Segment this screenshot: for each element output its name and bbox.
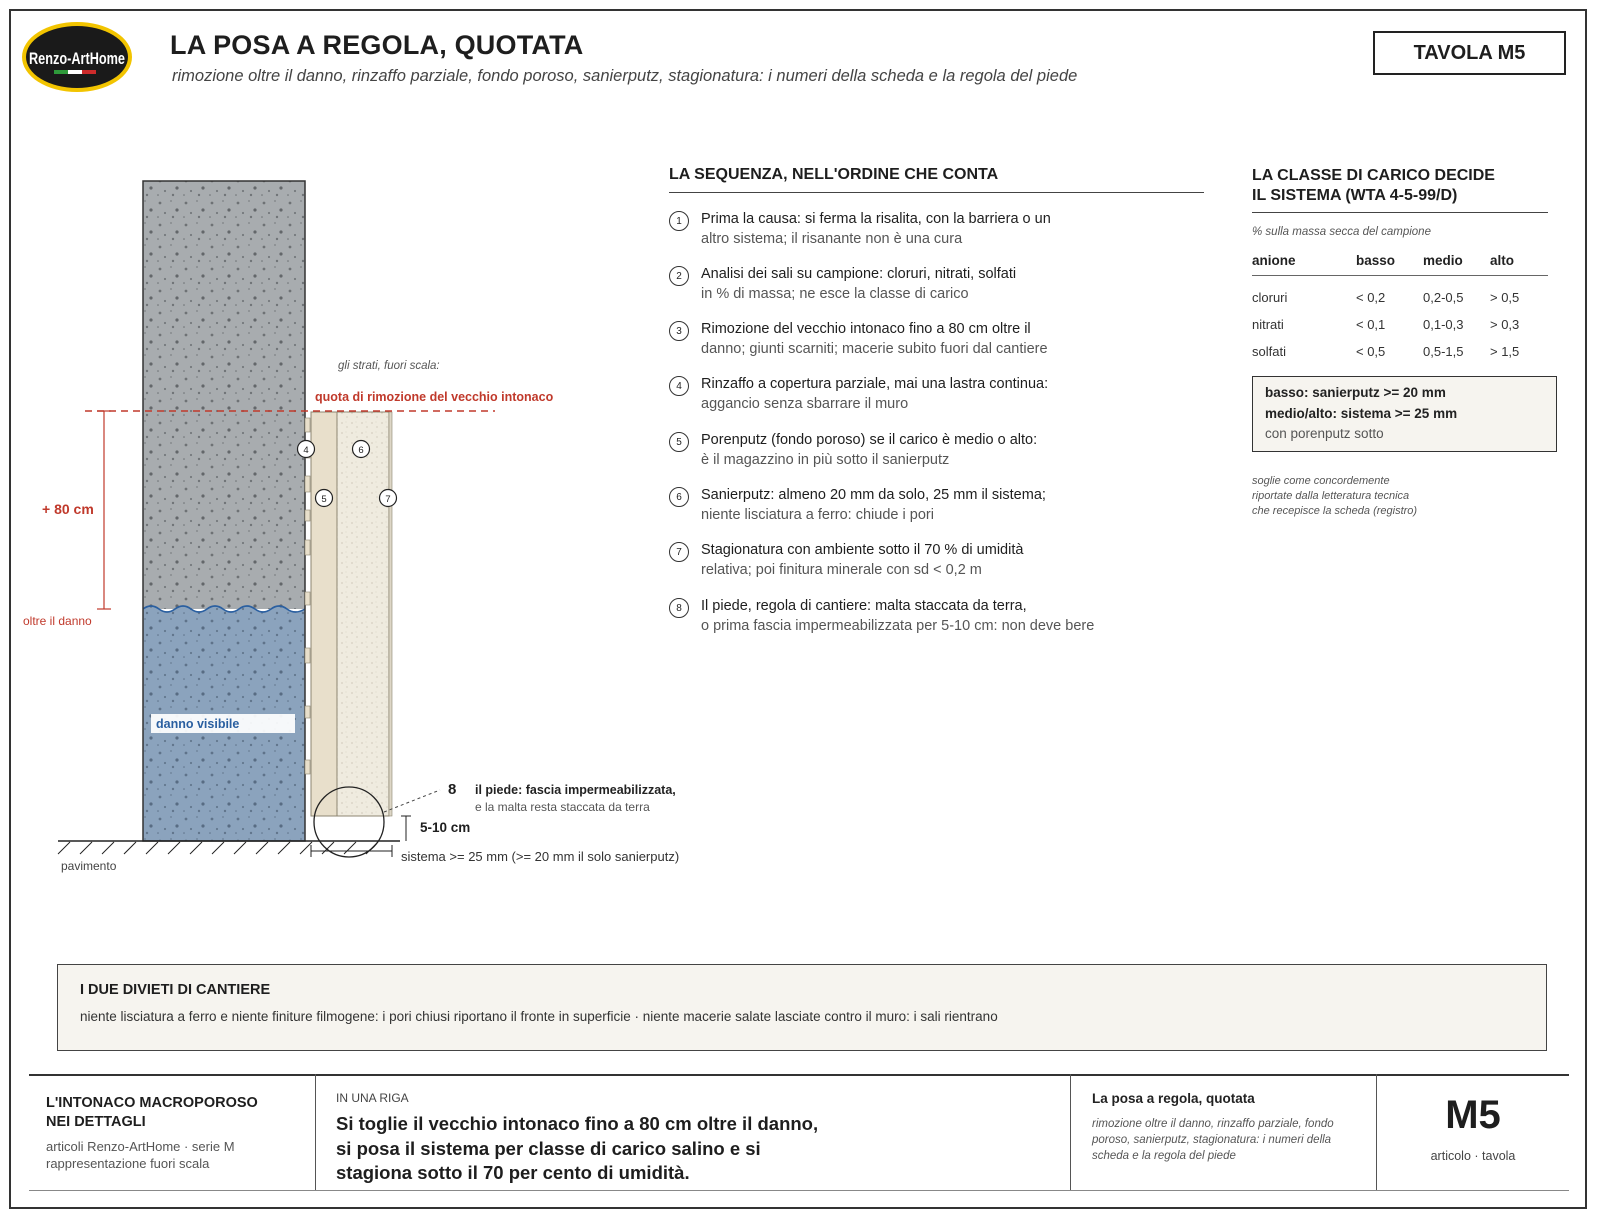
dim-plus-80: + 80 cm xyxy=(42,501,94,517)
svg-text:4: 4 xyxy=(303,445,309,456)
summary-label: IN UNA RIGA xyxy=(336,1091,409,1105)
load-class-title: LA CLASSE DI CARICO DECIDE IL SISTEMA (WTA 4-5-99/D) xyxy=(1252,167,1495,204)
table-cell: nitrati xyxy=(1252,317,1284,332)
callout-4 xyxy=(298,441,315,458)
divieti-box xyxy=(57,964,1547,1051)
load-class-footnote: che recepisce la scheda (registro) xyxy=(1252,505,1418,517)
title-block-divider xyxy=(1376,1074,1377,1190)
table-cell: < 0,5 xyxy=(1356,344,1386,359)
sequence-divider xyxy=(669,192,1204,193)
table-cell: < 0,2 xyxy=(1356,290,1386,305)
finish-layer xyxy=(389,412,392,816)
system-rule-box: basso: sanierputz >= 20 mm medio/alto: sistema >= 25 mm con porenputz sotto xyxy=(1252,376,1557,452)
removal-line-label: quota di rimozione del vecchio intonaco xyxy=(315,390,554,404)
callout-5 xyxy=(316,490,333,507)
sheet-code: M5 xyxy=(1445,1093,1501,1137)
table-cell: 0,2-0,5 xyxy=(1423,290,1464,305)
col-header-anione: anione xyxy=(1252,253,1296,268)
col-header-alto: alto xyxy=(1490,253,1515,268)
page-subtitle: rimozione oltre il danno, rinzaffo parziale, fondo poroso, sanierputz, stagionatura: i numeri della scheda e la regola del piede xyxy=(172,67,1078,85)
series-sub: rappresentazione fuori scala xyxy=(46,1156,210,1171)
svg-text:6: 6 xyxy=(358,445,364,456)
summary-text: Si toglie il vecchio intonaco fino a 80 cm oltre il danno, si posa il sistema per classe di carico salino e si stagiona sotto il 70 per cento di umidità. xyxy=(336,1113,819,1183)
table-header-rule xyxy=(1252,275,1548,276)
tavola-badge: TAVOLA M5 xyxy=(1373,31,1566,75)
page-title: LA POSA A REGOLA, QUOTATA xyxy=(170,30,584,60)
table-cell: 0,1-0,3 xyxy=(1423,317,1464,332)
foot-label-sub: e la malta resta staccata da terra xyxy=(475,800,650,814)
foot-number: 8 xyxy=(448,781,457,798)
load-class-footnote: soglie come concordemente xyxy=(1252,475,1390,487)
sheet-title: La posa a regola, quotata xyxy=(1092,1091,1255,1106)
col-header-medio: medio xyxy=(1423,253,1463,268)
divieti-title: I DUE DIVIETI DI CANTIERE xyxy=(80,982,271,998)
damage-label: danno visibile xyxy=(156,717,240,731)
col-header-basso: basso xyxy=(1356,253,1396,268)
layers-note: gli strati, fuori scala: xyxy=(338,360,440,372)
series-title: L'INTONACO MACROPOROSO NEI DETTAGLI xyxy=(46,1095,258,1130)
svg-text:7: 7 xyxy=(385,494,391,505)
table-cell: 0,5-1,5 xyxy=(1423,344,1464,359)
load-class-note: % sulla massa secca del campione xyxy=(1252,226,1431,238)
table-cell: > 0,5 xyxy=(1490,290,1520,305)
callout-6 xyxy=(353,441,370,458)
callout-7 xyxy=(380,490,397,507)
table-cell: > 1,5 xyxy=(1490,344,1520,359)
sequence-title: LA SEQUENZA, NELL'ORDINE CHE CONTA xyxy=(669,166,999,183)
table-cell: < 0,1 xyxy=(1356,317,1386,332)
system-dim-label: sistema >= 25 mm (>= 20 mm il solo sanierputz) xyxy=(401,849,680,864)
load-class-footnote: riportate dalla letteratura tecnica xyxy=(1252,490,1410,502)
logo-text: Renzo-ArtHome xyxy=(29,49,125,68)
table-cell: > 0,3 xyxy=(1490,317,1520,332)
svg-text:5: 5 xyxy=(321,494,327,505)
title-block-divider xyxy=(315,1074,316,1190)
title-block-divider xyxy=(1070,1074,1071,1190)
load-class-divider xyxy=(1252,212,1548,213)
beyond-damage-label: oltre il danno xyxy=(23,614,92,628)
table-cell: solfati xyxy=(1252,344,1286,359)
title-block-bottom-rule xyxy=(29,1190,1569,1191)
sheet-code-sub: articolo · tavola xyxy=(1430,1149,1516,1163)
sheet-subtitle: rimozione oltre il danno, rinzaffo parziale, fondo poroso, sanierputz, stagionatura: i numeri della scheda e la regola del piede xyxy=(1092,1118,1334,1162)
porenputz-layer xyxy=(311,412,337,816)
floor-label: pavimento xyxy=(61,859,117,873)
foot-label: il piede: fascia impermeabilizzata, xyxy=(475,783,676,797)
foot-height-label: 5-10 cm xyxy=(420,820,471,835)
table-cell: cloruri xyxy=(1252,290,1288,305)
divieti-text: niente lisciatura a ferro e niente finiture filmogene: i pori chiusi riportano il fronte in superficie · niente macerie salate lasciate contro il muro: i sali rientrano xyxy=(80,1009,998,1024)
title-block-top-rule xyxy=(29,1074,1569,1076)
series-sub: articoli Renzo-ArtHome · serie M xyxy=(46,1139,235,1154)
